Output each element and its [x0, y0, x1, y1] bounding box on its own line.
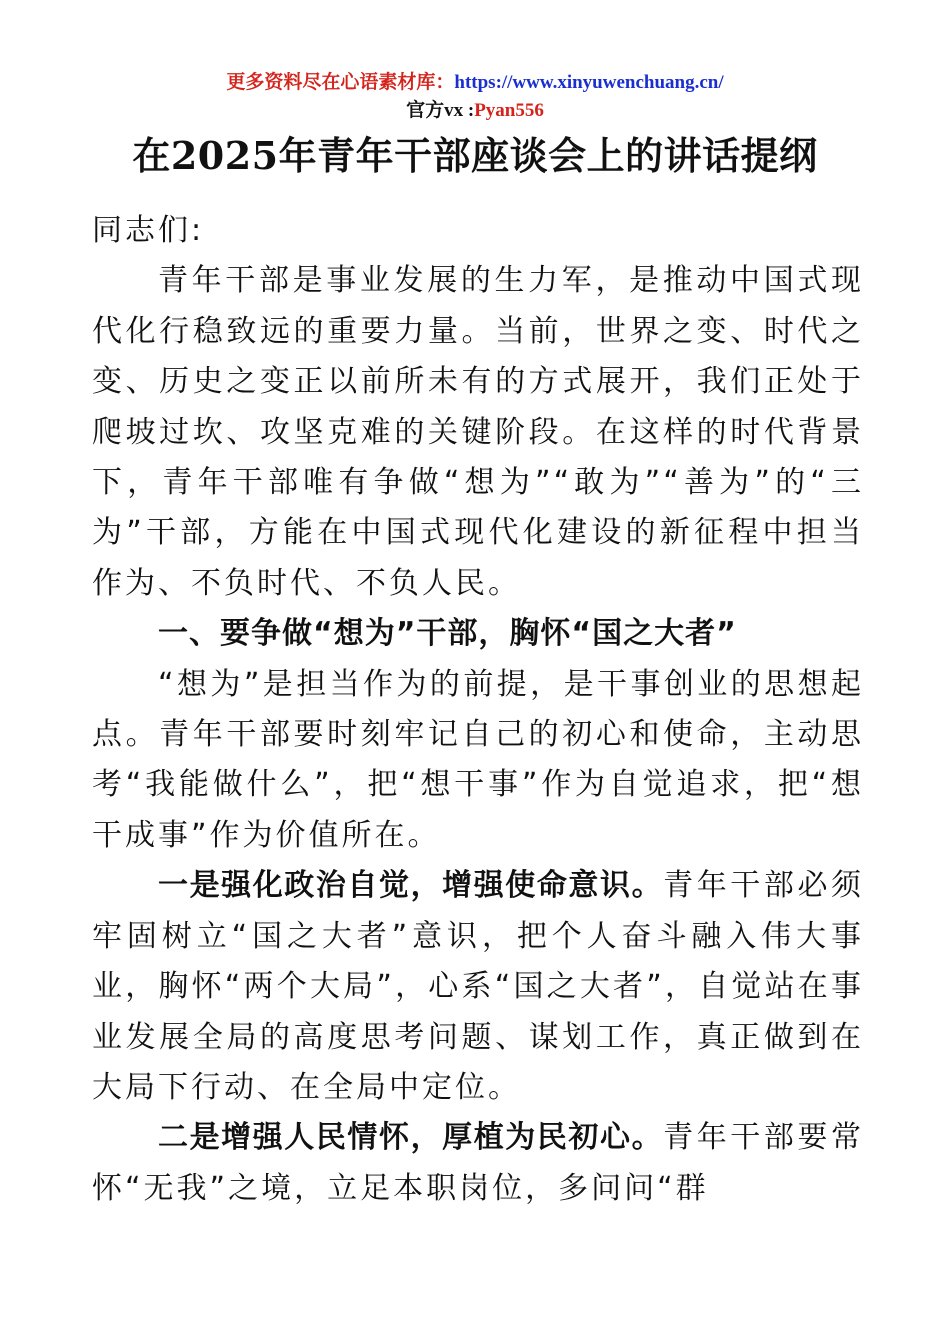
point-2-paragraph	[92, 1113, 864, 1214]
promo-url-link[interactable]: https://www.xinyuwenchuang.cn/	[454, 72, 724, 93]
point-1-paragraph	[92, 861, 864, 1113]
point-1-text: 青年干部必须牢固树立“国之大者”意识，把个人奋斗融入伟大事业，胸怀“两个大局”，心系“国之大者”，自觉站在事业发展全局的高度思考问题、谋划工作，真正做到在大局下行动、在全局中定位。	[92, 868, 865, 1105]
document-title: 在2025年青年干部座谈会上的讲话提纲	[132, 133, 818, 178]
promo-prefix: 更多资料尽在心语素材库：	[226, 72, 455, 93]
section-heading-1: 一、要争做“想为”干部，胸怀“国之大者”	[158, 616, 737, 652]
wechat-id: Pyan556	[474, 100, 544, 121]
promo-wechat	[0, 99, 950, 123]
document-body	[92, 206, 864, 1214]
promo-banner	[0, 70, 950, 96]
point-1-lead: 一是强化政治自觉，增强使命意识。	[158, 868, 664, 904]
section-1-intro-paragraph: “想为”是担当作为的前提，是干事创业的思想起点。青年干部要时刻牢记自己的初心和使命，主动思考“我能做什么”，把“想干事”作为自觉追求，把“想干成事”作为价值所在。	[92, 666, 864, 853]
point-2-lead: 二是增强人民情怀，厚植为民初心。	[158, 1120, 664, 1156]
intro-paragraph: 青年干部是事业发展的生力军，是推动中国式现代化行稳致远的重要力量。当前，世界之变、时代之变、历史之变正以前所未有的方式展开，我们正处于爬坡过坎、攻坚克难的关键阶段。在这样的时代背景下，青年干部唯有争做“想为”“敢为”“善为”的“三为”干部，方能在中国式现代化建设的新征程中担当作为、不负时代、不负人民。	[92, 263, 864, 601]
point-2-text: 青年干部要常怀“无我”之境，立足本职岗位，多问问“群	[92, 1120, 865, 1206]
salutation: 同志们:	[92, 213, 205, 248]
wechat-label: 官方vx :	[406, 100, 475, 121]
